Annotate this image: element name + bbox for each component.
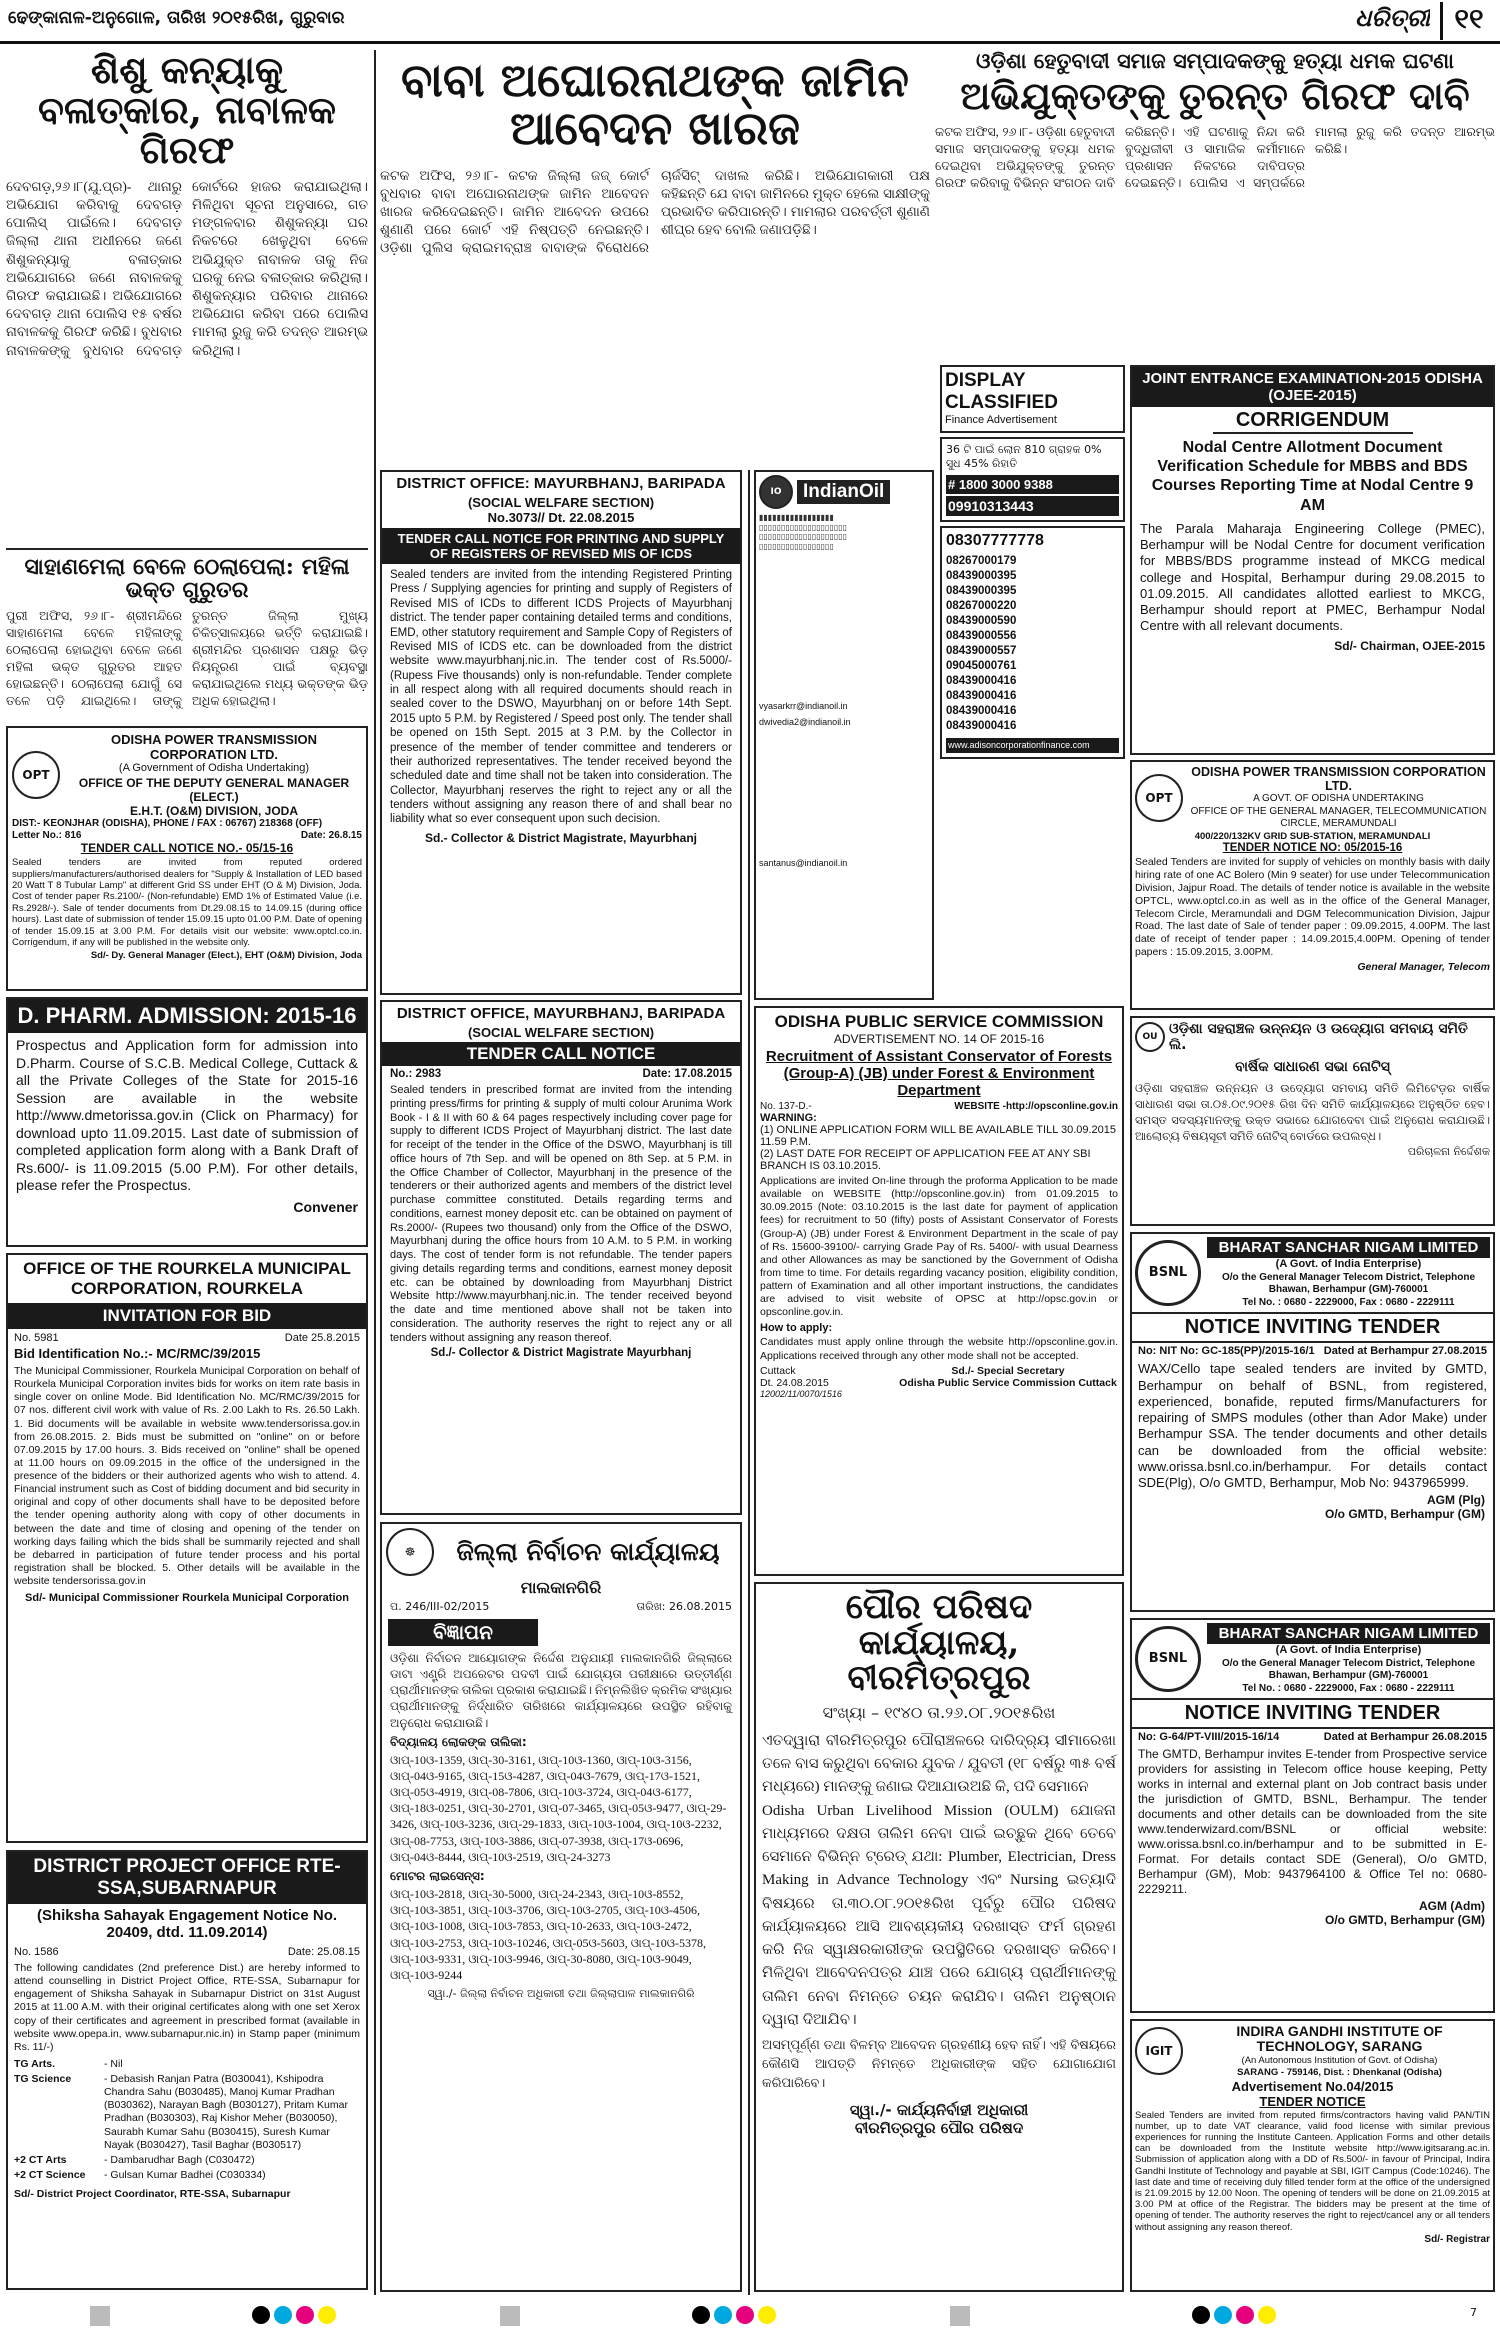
mayurbhanj1-no: No.3073// Dt. 22.08.2015 — [487, 510, 635, 525]
classified-number: 08267000179 — [946, 555, 1017, 568]
birmitrapur-body: ଏତଦ୍ୱାରା ବୀରମିତ୍ରପୁର ପୌରାଞ୍ଚଳରେ ଦାରିଦ୍ର୍ୟ ସୀମାରେଖା ତଳେ ବାସ କରୁଥିବା ବେକାର ଯୁବକ / ଯୁବତୀ (୧୮ ବର୍ଷରୁ ୩୫ ବର୍ଷ ମଧ୍ୟରେ) ମାନଙ୍କୁ ଜଣାଇ ଦିଆଯାଉଅଛି କି, ପଦି ସେମାନେ — [762, 1732, 1116, 1796]
opsc-warning: WARNING: — [760, 1112, 817, 1124]
opsc-body: Applications are invited On-line through the proforma Application to be made available on WEBSITE (http://opsconline.gov.in) from 01.09.2015 to 30.09.2015 (Note: 03.10.2015 is the last date for payment of application fees) for recruitment to 50 (fifty) posts of Assistant Conservator of Forests (Group-A) (JB) under Forest & Environment Department in the scale of pay of Rs. 15600-39100/- carrying Grade Pay of Rs. 5400/- with usual Dearness and other Allowances as may be sanctioned by the Government of Odisha from time to time. For details regarding vacancy position, eligibility condition, pattern of Examination and all other important instructions, the candidates are advised to visit website of OPSC at http://opsc.gov.in or opsconline.gov.in. — [760, 1175, 1118, 1319]
cooperative-band: ବାର୍ଷିକ ସାଧାରଣ ସଭା ନୋଟିସ୍ — [1235, 1059, 1390, 1075]
cooperative-title: ଓଡ଼ିଶା ସହରାଞ୍ଚଳ ଉନ୍ନୟନ ଓ ଉଦ୍ୟୋଗ ସମବାୟ ସମିତି ଲି. — [1168, 1021, 1468, 1053]
ojee-corrigendum: CORRIGENDUM — [1213, 409, 1413, 434]
optcl-joda-title: ODISHA POWER TRANSMISSION CORPORATION LTD. — [110, 732, 318, 762]
optcl-joda-sub2: OFFICE OF THE DEPUTY GENERAL MANAGER (ELECT.) — [78, 775, 350, 804]
rourkela-band: INVITATION FOR BID — [8, 1303, 366, 1329]
malkangiri-list-head2: ମୋଟର ଲାଇସେନ୍ସ: — [390, 1869, 485, 1884]
ad-optcl-joda — [6, 726, 368, 991]
classified-number: 08267000220 — [946, 600, 1017, 613]
story-aghoranath-headline: ବାବା ଅଘୋରନାଥଙ୍କ ଜାମିନ ଆବେଦନ ଖାରଜ — [401, 53, 909, 156]
subarnapur-candidate-list — [8, 2056, 366, 2186]
story-sahanamela-body: ପୁରୀ ଅଫିସ, ୨୬।୮- ଶ୍ରୀମନ୍ଦିରେ ସାହାଣମେଳା ବେଳେ ମହିଳାଙ୍କୁ ଠେଲାପେଲା ହୋଇଥିବା ବେଳେ ଜଣେ ମହିଳା ଭକ୍ତ ଗୁରୁତର ଆହତ ହୋଇଛନ୍ତି। ଠେଲାପେଲା ଯୋଗୁଁ ସେ ତଳେ ପଡ଼ି ଯାଇଥିଲେ। ତାଙ୍କୁ ତୁରନ୍ତ ଜିଲ୍ଲା ମୁଖ୍ୟ ଚିକିତ୍ସାଳୟରେ ଭର୍ତ୍ତି କରାଯାଇଛି। ଶ୍ରୀମନ୍ଦିର ପ୍ରଶାସନ ପକ୍ଷରୁ ଭିଡ଼ ନିୟନ୍ତ୍ରଣ ପାଇଁ ବ୍ୟବସ୍ଥା କରାଯାଇଥିଲେ ମଧ୍ୟ ଭକ୍ତଙ୍କ ଭିଡ଼ ଅଧିକ ହୋଇଥିଲା। — [6, 609, 368, 708]
ad-bsnl-housekeeping — [1130, 1618, 1495, 2013]
classified-number: 08439000416 — [946, 719, 1017, 732]
ad-malkangiri — [380, 1522, 742, 2292]
bsnl2-no: No: G-64/PT-VIII/2015-16/14 — [1138, 1731, 1280, 1744]
classified-number: 08439000416 — [946, 689, 1017, 702]
ojee-subhead: Nodal Centre Allotment Document Verification Schedule for MBBS and BDS Courses Reporting Time at Nodal Centre 9 AM — [1151, 439, 1474, 514]
cooperative-body: ଓଡ଼ିଶା ସହରାଞ୍ଚଳ ଉନ୍ନୟନ ଓ ଉଦ୍ୟୋଗ ସମବାୟ ସମିତି ଲିମିଟେଡ଼ର ବାର୍ଷିକ ସାଧାରଣ ସଭା ତା.୦୫.୦୯.୨୦୧୫ ରିଖ ଦିନ ସମିତି କାର୍ଯ୍ୟାଳୟରେ ଅନୁଷ୍ଠିତ ହେବ। ସମସ୍ତ ସଦସ୍ୟମାନଙ୍କୁ ଉକ୍ତ ସଭାରେ ଯୋଗଦେବା ପାଇଁ ଅନୁରୋଧ କରାଯାଉଛି। ଆଲୋଚ୍ୟ ବିଷୟସୂଚୀ ସମିତି ନୋଟିସ୍ ବୋର୍ଡରେ ଉପଲବ୍ଧ। — [1135, 1083, 1490, 1144]
opsc-sign-2: Odisha Public Service Commission Cuttack — [899, 1376, 1117, 1389]
birmitrapur-title: ପୌର ପରିଷଦ କାର୍ଯ୍ୟାଳୟ, ବୀରମିତ୍ରପୁର — [845, 1587, 1033, 1699]
indianoil-filler: ▮▮▮▮▮▮▮▮▮▮▮▮▮▮▮▮▮ ▯▯▯▯▯▯▯▯▯▯▯▯▯▯▯▯▯▯▯▯ ▯▯▯▯▯▯▯▯▯▯▯▯▯▯▯▯▯▯▯▯ ▯▯▯▯▯▯▯▯▯▯▯▯▯▯▯▯▯ — [759, 513, 848, 551]
rourkela-title: OFFICE OF THE ROURKELA MUNICIPAL CORPORATION, ROURKELA — [23, 1259, 351, 1298]
subarnapur-date: Date: 25.08.15 — [287, 1946, 360, 1958]
optcl-right-notice: TENDER NOTICE NO: 05/2015-16 — [1222, 842, 1403, 855]
rourkela-no: No. 5981 — [14, 1332, 59, 1344]
opsc-head: Recruitment of Assistant Conservator of Forests (Group-A) (JB) under Forest & Environment Department — [765, 1048, 1113, 1099]
subarnapur-body: The following candidates (2nd preference Dist.) are hereby informed to attend counselling in District Project Office, RTE-SSA, Subarnapur for engagement of Shiksha Sahayak in Subarnapur District on 31st August 2015 at 11.00 A.M. with their original certificates along with one set Xerox copy of their certificates and agreement in prescribed format (available in website www.opepa.in, www.subarnapur.nic.in) in Stamp paper (minimum Rs. 11/-) — [14, 1962, 360, 2053]
classified-phone-1: # 1800 3000 9388 — [946, 475, 1119, 494]
subarnapur-title: DISTRICT PROJECT OFFICE RTE-SSA,SUBARNAPUR — [8, 1852, 366, 1904]
registration-gray-mid — [500, 2306, 520, 2326]
indianoil-email-1: vyasarkrr@indianoil.in — [759, 701, 848, 712]
candidate-category: TG Arts. — [14, 2057, 56, 2070]
candidate-names: - Debasish Ranjan Patra (B030041), Kshipodra Chandra Sahu (B030485), Manoj Kumar Pradhan (B030362), Narayan Bagh (B030127), Pritam Kumar Pradhan (B030303), Raj Kishor Meher (B030050), Saurabh Kumar Sahu (B030415), Suresh Kumar Nayak (B030427), Tasil Baghar (B030517) — [104, 2073, 348, 2151]
classified-number: 09045000761 — [946, 659, 1017, 672]
optcl-right-body: Sealed Tenders are invited for supply of vehicles on monthly basis with daily hiring rate of one AC Bolero (Min 9 seater) for use under Telecommunication Division, Jajpur Road. The details of tender notice is available in the website OPTCL, www.optcl.co.in as well as in the office of the General Manager, Telecom Circle, Meramundali and DGM Telecommunication Division, Jajpur Road. The last date of Sale of tender paper : 09.09.2015, 4.00PM. The last date of receipt of tender paper : 14.09.2015,4.00PM. Opening of tender papers : 15.09.2015, 3.00PM. — [1135, 856, 1490, 958]
dpharm-body: Prospectus and Application form for admission into D.Pharm. Course of S.C.B. Medical College, Cuttack & all the Private Colleges of the State for 2015-16 Session are available in the website http://www.dmetorissa.gov.in (Click on Pharmacy) for download upto 11.09.2015. Last date of submission of completed application form along with a Bank Draft of Rs.600/- is 11.09.2015 (5.00 P.M). For other details, please refer the Prospectus. — [16, 1037, 358, 1193]
optcl-right-title: ODISHA POWER TRANSMISSION CORPORATION LTD. — [1191, 765, 1486, 793]
opsc-pdate: Dt. 24.08.2015 — [760, 1376, 829, 1389]
bsnl2-title: BHARAT SANCHAR NIGAM LIMITED — [1207, 1623, 1490, 1644]
color-dots-3 — [1190, 2304, 1300, 2326]
optcl-joda-sub1: (A Government of Odisha Undertaking) — [118, 762, 310, 774]
rourkela-sign: Sd/- Municipal Commissioner Rourkela Municipal Corporation — [25, 1592, 349, 1605]
malkangiri-band: ବିଜ୍ଞାପନ — [388, 1619, 538, 1646]
candidate-row — [14, 2154, 360, 2167]
masthead-page: ୧୧ — [1440, 2, 1495, 40]
classified-number-list — [946, 554, 1119, 733]
dpharm-sign: Convener — [293, 1198, 358, 1215]
candidate-row — [14, 2169, 360, 2182]
classified-website: www.adisoncorporationfinance.com — [946, 738, 1119, 753]
classified-phone-2: 09910313443 — [946, 496, 1119, 516]
malkangiri-date: ତାରିଖ: 26.08.2015 — [636, 1599, 732, 1613]
footer-page-number: 7 — [1470, 2306, 1477, 2319]
story-aghoranath-body: କଟକ ଅଫିସ, ୨୬।୮- କଟକ ଜିଲ୍ଲା ଜଜ୍ କୋର୍ଟ ବୁଧବାର ବାବା ଅଘୋରନାଥଙ୍କ ଜାମିନ ଆବେଦନ ଖାରଜ କରିଦେଇଛନ୍ତି। ଜାମିନ ଆବେଦନ ଉପରେ ଶୁଣାଣି ପରେ କୋର୍ଟ ଏହି ନିଷ୍ପତ୍ତି ନେଇଛନ୍ତି। ଓଡ଼ିଶା ପୁଲିସ କ୍ରାଇମବ୍ରାଞ୍ଚ ବାବାଙ୍କ ବିରୋଧରେ ଚାର୍ଜସିଟ୍ ଦାଖଲ କରିଛି। ଅଭିଯୋଗକାରୀ ପକ୍ଷ କହିଛନ୍ତି ଯେ ବାବା ଜାମିନରେ ମୁକ୍ତ ହେଲେ ସାକ୍ଷୀଙ୍କୁ ପ୍ରଭାବିତ କରିପାରନ୍ତି। ମାମଲାର ପରବର୍ତ୍ତୀ ଶୁଣାଣି ଶୀଘ୍ର ହେବ ବୋଲି ଜଣାପଡ଼ିଛି। — [380, 167, 930, 256]
masthead-brand: ଧରିତ୍ରୀ — [1355, 4, 1430, 32]
classified-number: 08439000395 — [946, 570, 1017, 583]
mayurbhanj2-title: DISTRICT OFFICE, MAYURBHANJ, BARIPADA — [396, 1005, 726, 1022]
mayurbhanj2-sign: Sd./- Collector & District Magistrate Mayurbhanj — [430, 1347, 692, 1360]
mayurbhanj1-band: TENDER CALL NOTICE FOR PRINTING AND SUPPLY OF REGISTERS OF REVISED MIS OF ICDS — [382, 528, 740, 564]
ojee-body: The Parala Maharaja Engineering College (PMEC), Berhampur will be Nodal Centre for document verification for MBBS/BDS programme instead of MKCG medical college and Hospital, Berhampur during 29.08.2015 to 01.09.2015. All candidates allotted earliest to MKCG, Berhampur should report at PMEC, Berhampur Nodal Centre with all relevant documents. — [1140, 520, 1485, 634]
ad-dpharm — [6, 997, 368, 1247]
classified-number: 08439000556 — [946, 630, 1017, 643]
ad-birmitrapur — [754, 1582, 1124, 2292]
subarnapur-sign: Sd/- District Project Coordinator, RTE-SSA, Subarnapur — [14, 2188, 291, 2200]
ad-bsnl-smps — [1130, 1232, 1495, 1612]
ad-mayurbhanj-printing — [380, 470, 742, 995]
indianoil-email-2: dwivedia2@indianoil.in — [759, 716, 851, 727]
color-dots-2 — [690, 2304, 800, 2326]
igit-title: INDIRA GANDHI INSTITUTE OF TECHNOLOGY, SARANG — [1236, 2023, 1443, 2055]
classified-number: 08439000416 — [946, 704, 1017, 717]
story-child-rape-body: ଦେବଗଡ଼,୨୬।୮(ଯୁ.ପ୍ର)- ଥାନାରୁ ଅଭିଯୋଗ କରିବାକୁ ଦେବଗଡ଼ ପୋଲିସ୍ ପାଇଁଲେ। ଦେବଗଡ଼ ଜିଲ୍ଲା ଥାନା ଅଧୀନରେ ଜଣେ ଶିଶୁକନ୍ୟାକୁ ବଳାତ୍କାର ଅଭିଯୋଗରେ ଜଣେ ନାବାଳକକୁ ଗିରଫ କରାଯାଇଛି। ଅଭିଯୋଗରେ ଦେବଗଡ଼ ଥାନା ପୋଲିସ ୧୫ ବର୍ଷର ନାବାଳକକୁ ଗିରଫ କରିଛି। ବୁଧବାର ନାବାଳକଙ୍କୁ ବୁଧବାର ଦେବଗଡ଼ କୋର୍ଟରେ ହାଜର କରାଯାଇଥିଲା। ମିଳିଥିବା ସୂଚନା ଅନୁସାରେ, ଗତ ମଙ୍ଗଳବାର ଶିଶୁକନ୍ୟା ଘର ନିକଟରେ ଖେଳୁଥିବା ବେଳେ ଅଭିଯୁକ୍ତ ନାବାଳକ ତାକୁ ନିଜ ଘରକୁ ନେଇ ବଳାତ୍କାର କରିଥିଲା। ଶିଶୁକନ୍ୟାର ପରିବାର ଥାନାରେ ଅଭିଯୋଗ କରିବା ପରେ ପୋଲିସ ମାମଲା ରୁଜୁ କରି ତଦନ୍ତ ଆରମ୍ଭ କରିଥିଲା। — [6, 178, 368, 358]
bsnl2-tel: Tel No. : 0680 - 2229000, Fax : 0680 - 2229111 — [1242, 1682, 1455, 1694]
bsnl2-sub2: O/o the General Manager Telecom District, Telephone Bhawan, Berhampur (GM)-760001 — [1221, 1657, 1476, 1682]
rourkela-date: Date 25.8.2015 — [284, 1332, 360, 1344]
optcl-right-sub1: A GOVT. OF ODISHA UNDERTAKING — [1253, 793, 1424, 804]
malkangiri-sign: ସ୍ୱା./- ଜିଲ୍ଲା ନିର୍ବାଚନ ଅଧିକାରୀ ତଥା ଜିଲ୍ଲାପାଳ ମାଲକାନଗିରି — [427, 1987, 695, 2001]
optcl-right-logo-icon: OPT — [1135, 774, 1183, 822]
ad-opsc — [754, 1006, 1124, 1576]
bsnl1-tel: Tel No. : 0680 - 2229000, Fax : 0680 - 2229111 — [1242, 1296, 1455, 1308]
optcl-joda-sub3: E.H.T. (O&M) DIVISION, JODA — [129, 803, 298, 818]
ad-display-classified — [940, 365, 1125, 1000]
odisha-emblem-icon: ☸ — [386, 1528, 434, 1576]
bsnl1-band: NOTICE INVITING TENDER — [1132, 1312, 1493, 1343]
indianoil-email-3: santanus@indianoil.in — [759, 857, 848, 868]
ad-igit — [1130, 2019, 1495, 2292]
bsnl2-body: The GMTD, Berhampur invites E-tender from Prospective service providers for assisting in Telecom office house keeping, Petty works in internal and external plant on Job contract basis under the jurisdiction of GMTD, BSNL, Berhampur. The tender documents and other details can be downloaded from the site www.tenderwizard.com/BSNL or official website: www.orissa.bsnl.co.in/berhampur and to be submitted in E-Format. For details contact SDE (General), O/o GMTD, Berhampur (GM), Mob: 9437964100 & Office Tel no: 0680-2229211. — [1138, 1747, 1487, 1897]
bsnl2-sign-1: AGM (Adm) — [1419, 1899, 1485, 1914]
candidate-category: TG Science — [14, 2073, 72, 2085]
bsnl2-band: NOTICE INVITING TENDER — [1132, 1698, 1493, 1729]
bsnl-logo-icon: BSNL — [1135, 1240, 1201, 1306]
opsc-no: No. 137-D.- — [760, 1101, 812, 1112]
story-aghoranath — [380, 50, 930, 460]
optcl-joda-body: Sealed tenders are invited from reputed ordered suppliers/manufacturers/authorised dealers for "Supply & Installation of LED based 20 Watt T 8 Tubular Lamp" at different Grid SS under EHT (O & M) Division, Joda. Cost of tender paper Rs.2100/- (Non-refundable) EMD 1% of Estimated Value (i.e. Rs.2928/-). Sale of tender documents from Dt.29.08.15 to 14.09.15 (during office hours). Last date of submission of tender 15.09.15 upto 01.00 P.M. Date of opening of tender 15.09.15 at 3.00 P.M. For details visit our website: www.optcl.co.in. Corrigendum, if any will be published in the website only. — [12, 857, 362, 948]
cooperative-sign: ପରିଚାଳନା ନିର୍ଦ୍ଦେଶକ — [1407, 1145, 1490, 1159]
opsc-warning-2: (2) LAST DATE FOR RECEIPT OF APPLICATION FEE AT ANY SBI BRANCH IS 03.10.2015. — [760, 1148, 1091, 1172]
story-sahanamela — [6, 556, 368, 721]
footer-registration-strip — [0, 2300, 1500, 2330]
rourkela-body: The Municipal Commissioner, Rourkela Municipal Corporation on behalf of Rourkela Municipal Corporation invites bids for works on item rate basis in single cover on online Mode. Bid Identification No. MC/RMC/39/2015 for 07 nos. different civil work with value of Rs. 2.00 Lakh to Rs. 26.50 Lakh. 1. Bid documents will be available in website www.tendersorissa.gov.in from 26.08.2015. 2. Bids must be submitted on "online" on or before 07.09.2015 by 17.00 hours. 3. Bids received on "online" shall be opened at 11.00 hours on 09.09.2015 in the office of the undersigned in the presence of the bidders or their authorized agents who wish to attend. 4. Financial instrument such as Cost of bidding document and bid security in original and copy of other documents shall have to be deposited before the tender opening authority along with copy of other documents in between the date and time of closing and opening of the tender on working days failing which the bids shall be summarily rejected and shall be debarred in participation of future tender process and his portal registration shall be blocked. 5. Other details will be available in the website tendersorissa.gov.in — [14, 1365, 360, 1587]
mayurbhanj2-date: Date: 17.08.2015 — [642, 1068, 732, 1080]
optcl-joda-sub4: DIST:- KEONJHAR (ODISHA), PHONE / FAX : 06767) 218368 (OFF) — [12, 817, 323, 829]
classified-loan-text: 36 ଟି ପାଇଁ ଲୋନ 810 ଗ୍ରାହକ 0% ସୁଧ 45% ରିହାତି — [946, 442, 1102, 471]
candidate-row — [14, 2073, 360, 2152]
registration-gray-right — [950, 2306, 970, 2326]
birmitrapur-sign-1: ସ୍ୱା./- କାର୍ଯ୍ୟନିର୍ବାହୀ ଅଧିକାରୀ — [849, 2100, 1029, 2119]
malkangiri-list2: ଓାପ୍-10ଓ-2818, ଓାପ୍-30-5000, ଓାପ୍-24-2343, ଓାପ୍-10ଓ-8552, ଓାପ୍-10ଓ-3851, ଓାପ୍-10ଓ-3706, ଓାପ୍-10ଓ-2705, ଓାପ୍-10ଓ-4506, ଓାପ୍-10ଓ-1008, ଓାପ୍-10ଓ-7853, ଓାପ୍-10-2633, ଓାପ୍-10ଓ-2472, ଓାପ୍-10ଓ-2753, ଓାପ୍-10ଓ-10246, ଓାପ୍-05ଓ-5603, ଓାପ୍-10ଓ-5378, ଓାପ୍-10ଓ-9331, ଓାପ୍-10ଓ-9946, ଓାପ୍-30-8080, ଓାପ୍-10ଓ-9049, ଓାପ୍-10ଓ-9244 — [390, 1887, 706, 1982]
registration-gray-left — [90, 2306, 110, 2326]
mayurbhanj1-body: Sealed tenders are invited from the intending Registered Printing Press / Supplying agencies for printing and supply of Registers of Revised MIS of ICDs to different ICDS Projects of Mayurbhanj district. The tender paper containing detailed terms and conditions, EMD, other statutory requirement and Sample Copy of Registers of Revised MIS of ICDS etc. can be downloaded from the district website www.mayurbhanj.nic.in. The tender cost of Rs.5000/- (Rupess Five thousands) only is non-refundable. Tender complete in all respect along with all required documents should reach in sealed cover to the DSWO, Mayurbhanj on or before 14th Sept. 2015 upto 5 P.M. by Registered / Speed post only. The tender shall be opened on 15th Sept. 2015 at 3 P.M. by the Collector in presence of the member of tender committee and tenderers or their authorized representatives. The tender received beyond the scheduled date and time shall not be taken into consideration. The Collector, Mayurbhanj reserves the right to reject any or all the tenders without assigning any reason there of and shall bear no liability what so ever consequent upon such decision. — [390, 569, 732, 826]
story-child-rape-headline: ଶିଶୁ କନ୍ୟାକୁ ବଳାତ୍କାର, ନାବାଳକ ଗିରଫ — [38, 50, 336, 172]
story-rationalist-headline: ଅଭିଯୁକ୍ତଙ୍କୁ ତୁରନ୍ତ ଗିରଫ ଦାବି — [960, 73, 1470, 119]
optcl-right-sub2: OFFICE OF THE GENERAL MANAGER, TELECOMMUNICATION CIRCLE, MERAMUNDALI — [1190, 805, 1487, 829]
cooperative-logo-icon: OU — [1135, 1022, 1165, 1052]
malkangiri-list-head: ବିଦ୍ୟାଳୟ ଲୋକଙ୍କ ତାଲିକା: — [390, 1734, 527, 1749]
malkangiri-place: ମାଲକାନଗିରି — [520, 1578, 602, 1597]
bsnl1-sub1: (A Govt. of India Enterprise) — [1275, 1258, 1422, 1270]
optcl-joda-notice: TENDER CALL NOTICE NO.- 05/15-16 — [80, 841, 294, 856]
bsnl1-sub2: O/o the General Manager Telecom District, Telephone Bhawan, Berhampur (GM)-760001 — [1221, 1271, 1476, 1296]
bsnl1-no: No: NIT No: GC-185(PP)/2015-16/1 — [1138, 1345, 1315, 1358]
candidate-names: - Gulsan Kumar Badhei (C030334) — [104, 2168, 266, 2181]
opsc-sign-1: Sd./- Special Secretary — [951, 1364, 1065, 1377]
opsc-place: Cuttack — [760, 1364, 796, 1377]
igit-sub1: (An Autonomous Institution of Govt. of Odisha) — [1241, 2054, 1438, 2066]
igit-logo-icon: IGIT — [1135, 2027, 1183, 2075]
bsnl1-date: Dated at Berhampur 27.08.2015 — [1323, 1345, 1487, 1358]
classified-title: DISPLAY CLASSIFIED — [945, 370, 1058, 413]
igit-adv: Advertisement No.04/2015 — [1231, 2078, 1394, 2094]
indianoil-brand: IndianOil — [797, 480, 890, 504]
opsc-howto: How to apply: — [760, 1322, 833, 1335]
subarnapur-no: No. 1586 — [14, 1946, 59, 1958]
birmitrapur-note: ଅସମ୍ପୂର୍ଣ୍ଣ ତଥା ବିଳମ୍ବ ଆବେଦନ ଗ୍ରହଣୀୟ ହେବ ନାହିଁ। ଏହି ବିଷୟରେ କୌଣସି ଆପତ୍ତି ନିମନ୍ତେ ଅଧିକାରୀଙ୍କ ସହିତ ଯୋଗାଯୋଗ କରିପାରିବେ। — [762, 2037, 1116, 2090]
classified-subtitle: Finance Advertisement — [945, 414, 1057, 426]
indianoil-logo-icon: IO — [759, 475, 793, 509]
subarnapur-sub: (Shiksha Sahayak Engagement Notice No. 20409, dtd. 11.09.2014) — [36, 1907, 338, 1941]
bsnl1-body: WAX/Cello tape sealed tenders are invited by GMTD, Berhampur on behalf of BSNL, from registered, experienced, bonafide, reputed firms/Manufacturers for repairing of SMPS modules (other than Ador Make) under Berhampur SSA. The tender documents and other details can be downloaded from the official website: www.orissa.bsnl.co.in/berhampur. For details contact SDE(Plg), O/o GMTD, Berhampur, Mob No: 9437965999. — [1138, 1361, 1487, 1490]
mayurbhanj2-sub: (SOCIAL WELFARE SECTION) — [467, 1025, 655, 1040]
mayurbhanj2-body: Sealed tenders in prescribed format are invited from the intending printing press/firms for printing & supply of multi colour Arunima Work Book - I & II with 60 & 64 pages respectively including cover page for supply to different ICDS Project of Mayurbhanj district. The last date for receipt of the tender in the Office of the DSWO, Mayurbhanj is till office hours of 7th Sep. and will be opened on 8th Sep. at 5 P.M. in the Office Chamber of Collector, Mayurbhanj in the presence of the tenderers or their authorized agents and members of the district level purchase committee constituted. Details regarding terms and conditions, earnest money deposit etc. can be obtained on payment of Rs.2000/- (Rupees two thousand) only from the Office of the DSWO, Mayurbhanj during the office hours from 10 A.M. to 5 P.M. in working days. The cost of tender form is not refundable. The tender papers giving details regarding terms and conditions, earnest money deposit etc. can be obtained by downloading from Mayurbhanj District Website http://www.mayurbhanj.nic.in. The tender received beyond the date and time mentioned above shall not be taken into consideration. The authority reserves the right to reject any or all tenders without assigning any reason thereof. — [390, 1084, 732, 1344]
bsnl1-sign-2: O/o GMTD, Berhampur (GM) — [1325, 1507, 1485, 1522]
malkangiri-title: ଜିଲ୍ଲା ନିର୍ବାଚନ କାର୍ଯ୍ୟାଳୟ — [456, 1536, 720, 1566]
igit-body: Sealed Tenders are invited from reputed firms/contractors having valid PAN/TIN number, up to date VAT clearance, valid food license with similar previous experiences for running the Institute Canteen. Application Forms and other details can be downloaded from the Institute website http://www.igitsarang.ac.in. Submission of application along with a DD of Rs.500/- in favour of Principal, Indira Gandhi Institute of Technology and payable at SBI, IGIT Campus (Code:10246). The last date and time of receiving duly filled tender form at the office of the undersigned is 21.09.2015 by 12.00 Noon. The opening of tenders will be done on 21.09.2015 at 3.00 PM at office of the Registrar. The bidders may be present at the time of opening of tender. The authority reserves the right to reject/cancel any or all tenders without assigning any reason thereof. — [1135, 2109, 1490, 2233]
color-dots-1 — [250, 2304, 360, 2326]
optcl-joda-letter: Letter No.: 816 — [12, 830, 82, 842]
opsc-code: 12002/11/0070/1516 — [760, 1388, 842, 1399]
bsnl2-date: Dated at Berhampur 26.08.2015 — [1323, 1731, 1487, 1744]
bsnl1-title: BHARAT SANCHAR NIGAM LIMITED — [1207, 1237, 1490, 1258]
malkangiri-list: ଓାପ୍-10ଓ-1359, ଓାପ୍-30-3161, ଓାପ୍-10ଓ-1360, ଓାପ୍-10ଓ-3156, ଓାପ୍-04ଓ-9165, ଓାପ୍-15ଓ-4287, ଓାପ୍-04ଓ-7679, ଓାପ୍-17ଓ-1521, ଓାପ୍-05ଓ-4919, ଓାପ୍-08-7806, ଓାପ୍-10ଓ-3724, ଓାପ୍-04ଓ-6177, ଓାପ୍-18ଓ-0251, ଓାପ୍-30-2701, ଓାପ୍-07-3465, ଓାପ୍-05ଓ-9477, ଓାପ୍-29-3426, ଓାପ୍-10ଓ-3236, ଓାପ୍-29-1833, ଓାପ୍-10ଓ-1004, ଓାପ୍-10ଓ-2232, ଓାପ୍-08-7753, ଓାପ୍-10ଓ-3886, ଓାପ୍-07-3938, ଓାପ୍-17ଓ-0696, ଓାପ୍-04ଓ-8444, ଓାପ୍-10ଓ-2519, ଓାପ୍-24-3273 — [390, 1752, 727, 1864]
ad-optcl-meramundali — [1130, 760, 1495, 1010]
ojee-title: JOINT ENTRANCE EXAMINATION-2015 ODISHA (OJEE-2015) — [1132, 367, 1493, 407]
candidate-category: +2 CT Arts — [14, 2153, 67, 2166]
bsnl2-sub1: (A Govt. of India Enterprise) — [1275, 1644, 1422, 1656]
classified-number: 08439000395 — [946, 585, 1017, 598]
candidate-row — [14, 2058, 360, 2071]
bsnl1-sign-1: AGM (Plg) — [1427, 1493, 1485, 1508]
ad-mayurbhanj-tender — [380, 1000, 742, 1515]
mayurbhanj1-sub: (SOCIAL WELFARE SECTION) — [467, 495, 655, 510]
optcl-joda-sign: Sd/- Dy. General Manager (Elect.), EHT (O&M) Division, Joda — [90, 950, 362, 962]
igit-band: TENDER NOTICE — [1259, 2093, 1366, 2109]
mayurbhanj2-band: TENDER CALL NOTICE — [382, 1042, 740, 1066]
ad-ojee — [1130, 365, 1495, 755]
malkangiri-no: ପ. 246/III-02/2015 — [390, 1599, 490, 1613]
igit-sign: Sd/- Registrar — [1424, 2233, 1490, 2245]
story-sahanamela-headline: ସାହାଣମେଲା ବେଳେ ଠେଲାପେଲା: ମହିଳା ଭକ୍ତ ଗୁରୁତର — [24, 556, 350, 604]
masthead-date: ଢେଙ୍କାନାଳ-ଅନୁଗୋଳ, ତାରିଖ ୨୦୧୫ରିଖ, ଗୁରୁବାର — [8, 8, 345, 28]
opsc-website: WEBSITE -http://opsconline.gov.in — [954, 1101, 1118, 1112]
classified-phone-3: 08307777778 — [946, 532, 1044, 550]
birmitrapur-sign-2: ବୀରମିତ୍ରପୁର ପୌର ପରିଷଦ — [854, 2118, 1024, 2137]
candidate-category: +2 CT Science — [14, 2168, 86, 2181]
candidate-names: - Nil — [104, 2057, 123, 2070]
rourkela-bid-id: Bid Identification No.:- MC/RMC/39/2015 — [14, 1346, 261, 1361]
optcl-logo-icon: OPT — [12, 751, 60, 799]
ad-cooperative — [1130, 1016, 1495, 1226]
birmitrapur-no: ସଂଖ୍ୟା – ୧୯୪୦ ତା.୨୬.୦୮.୨୦୧୫ରିଖ — [822, 1703, 1056, 1723]
birmitrapur-mission: Odisha Urban Livelihood Mission (OULM) ଯୋଜନା ମାଧ୍ୟମରେ ଦକ୍ଷତା ତାଲିମ ନେବା ପାଇଁ ଇଚ୍ଛୁକ ଥିବେ ତେବେ ସେମାନେ ବିଭିନ୍ନ ଟ୍ରେଡ୍ ଯଥା: Plumber, Electrician, Dress Making in Advance Technology ଏବଂ Nursing ଇତ୍ୟାଦି ବିଷୟରେ ତା.୩୦.୦୮.୨୦୧୫ରିଖ ପୂର୍ବରୁ ପୌର ପରିଷଦ କାର୍ଯ୍ୟାଳୟରେ ଆସି ଆବଶ୍ୟକୀୟ ଦରଖାସ୍ତ ଫର୍ମ ଗ୍ରହଣ କରି ନିଜ ସ୍ୱାକ୍ଷରକାରୀଙ୍କ ଉପସ୍ଥିତିରେ ଦରଖାସ୍ତ କରିବେ। ମିଳିଥିବା ଆବେଦନପତ୍ର ଯାଞ୍ଚ ପରେ ଯୋଗ୍ୟ ପ୍ରାର୍ଥୀମାନଙ୍କୁ ତାଲିମ ନେବା ନିମନ୍ତେ ଚୟନ କରାଯିବ। ତାଲିମ ଅନୁଷ୍ଠାନ ଦ୍ୱାରା ଦିଆଯିବ। — [762, 1802, 1116, 2028]
optcl-right-sign: General Manager, Telecom — [1357, 960, 1490, 973]
dpharm-title: D. PHARM. ADMISSION: 2015-16 — [8, 999, 366, 1033]
optcl-right-sub3: 400/220/132KV GRID SUB-STATION, MERAMUNDALI — [1194, 830, 1431, 842]
bsnl2-logo-icon: BSNL — [1135, 1626, 1201, 1692]
mayurbhanj1-sign: Sd.- Collector & District Magistrate, Mayurbhanj — [424, 830, 698, 845]
opsc-body2: Candidates must apply online through the website http://opsconline.gov.in. Applications received through any other mode shall not be accepted. — [760, 1336, 1118, 1362]
ad-subarnapur — [6, 1850, 368, 2290]
bsnl2-sign-2: O/o GMTD, Berhampur (GM) — [1325, 1913, 1485, 1928]
ojee-sign: Sd/- Chairman, OJEE-2015 — [1334, 638, 1485, 653]
classified-number: 08439000590 — [946, 615, 1017, 628]
mayurbhanj2-no: No.: 2983 — [390, 1068, 442, 1080]
igit-sub2: SARANG - 759146, Dist. : Dhenkanal (Odisha) — [1237, 2066, 1442, 2078]
opsc-adv: ADVERTISEMENT NO. 14 OF 2015-16 — [833, 1032, 1045, 1046]
masthead — [0, 0, 1500, 44]
ad-indianoil — [754, 470, 934, 1000]
story-rationalist — [935, 50, 1495, 355]
ad-rourkela — [6, 1253, 368, 1843]
classified-number: 08439000416 — [946, 674, 1017, 687]
candidate-names: - Dambarudhar Bagh (C030472) — [104, 2153, 255, 2166]
mayurbhanj1-title: DISTRICT OFFICE: MAYURBHANJ, BARIPADA — [396, 475, 726, 492]
story-child-rape — [6, 50, 368, 545]
opsc-warning-1: (1) ONLINE APPLICATION FORM WILL BE AVAILABLE TILL 30.09.2015 11.59 P.M. — [760, 1124, 1117, 1148]
malkangiri-body: ଓଡ଼ିଶା ନିର୍ବାଚନ ଆୟୋଗଙ୍କ ନିର୍ଦ୍ଦେଶ ଅନୁଯାୟୀ ମାଲକାନଗିରି ଜିଲ୍ଲାରେ ଡାଟା ଏଣ୍ଟ୍ରି ଅପରେଟର ପଦବୀ ପାଇଁ ଯୋଗ୍ୟତା ପରୀକ୍ଷାରେ ଉତ୍ତୀର୍ଣ୍ଣ ପ୍ରାର୍ଥୀମାନଙ୍କ ତାଲିକା ପ୍ରକାଶ କରାଯାଇଛି। ନିମ୍ନଲିଖିତ କ୍ରମିକ ସଂଖ୍ୟାର ପ୍ରାର୍ଥୀମାନଙ୍କୁ ନିର୍ଦ୍ଧାରିତ ତାରିଖରେ କାର୍ଯ୍ୟାଳୟରେ ଉପସ୍ଥିତ ରହିବାକୁ ଅନୁରୋଧ କରାଯାଉଛି। — [390, 1650, 732, 1730]
story-rationalist-kicker: ଓଡ଼ିଶା ହେତୁବାଦୀ ସମାଜ ସମ୍ପାଦକଙ୍କୁ ହତ୍ୟା ଧମକ ଘଟଣା — [976, 50, 1454, 73]
classified-number: 08439000557 — [946, 644, 1017, 657]
opsc-title: ODISHA PUBLIC SERVICE COMMISSION — [774, 1012, 1104, 1031]
story-rationalist-body: କଟକ ଅଫିସ, ୨୬।୮- ଓଡ଼ିଶା ହେତୁବାଦୀ ସମାଜ ସମ୍ପାଦକଙ୍କୁ ହତ୍ୟା ଧମକ ଦେଇଥିବା ଅଭିଯୁକ୍ତଙ୍କୁ ତୁରନ୍ତ ଗିରଫ କରିବାକୁ ବିଭିନ୍ନ ସଂଗଠନ ଦାବି କରିଛନ୍ତି। ଏହି ଘଟଣାକୁ ନିନ୍ଦା କରି ବୁଦ୍ଧିଜୀବୀ ଓ ସାମାଜିକ କର୍ମୀମାନେ ପ୍ରଶାସନ ନିକଟରେ ଦାବିପତ୍ର ଦେଇଛନ୍ତି। ପୋଲିସ ଏ ସମ୍ପର୍କରେ ମାମଲା ରୁଜୁ କରି ତଦନ୍ତ ଆରମ୍ଭ କରିଛି। — [935, 124, 1495, 190]
optcl-joda-date: Date: 26.8.15 — [300, 830, 362, 842]
